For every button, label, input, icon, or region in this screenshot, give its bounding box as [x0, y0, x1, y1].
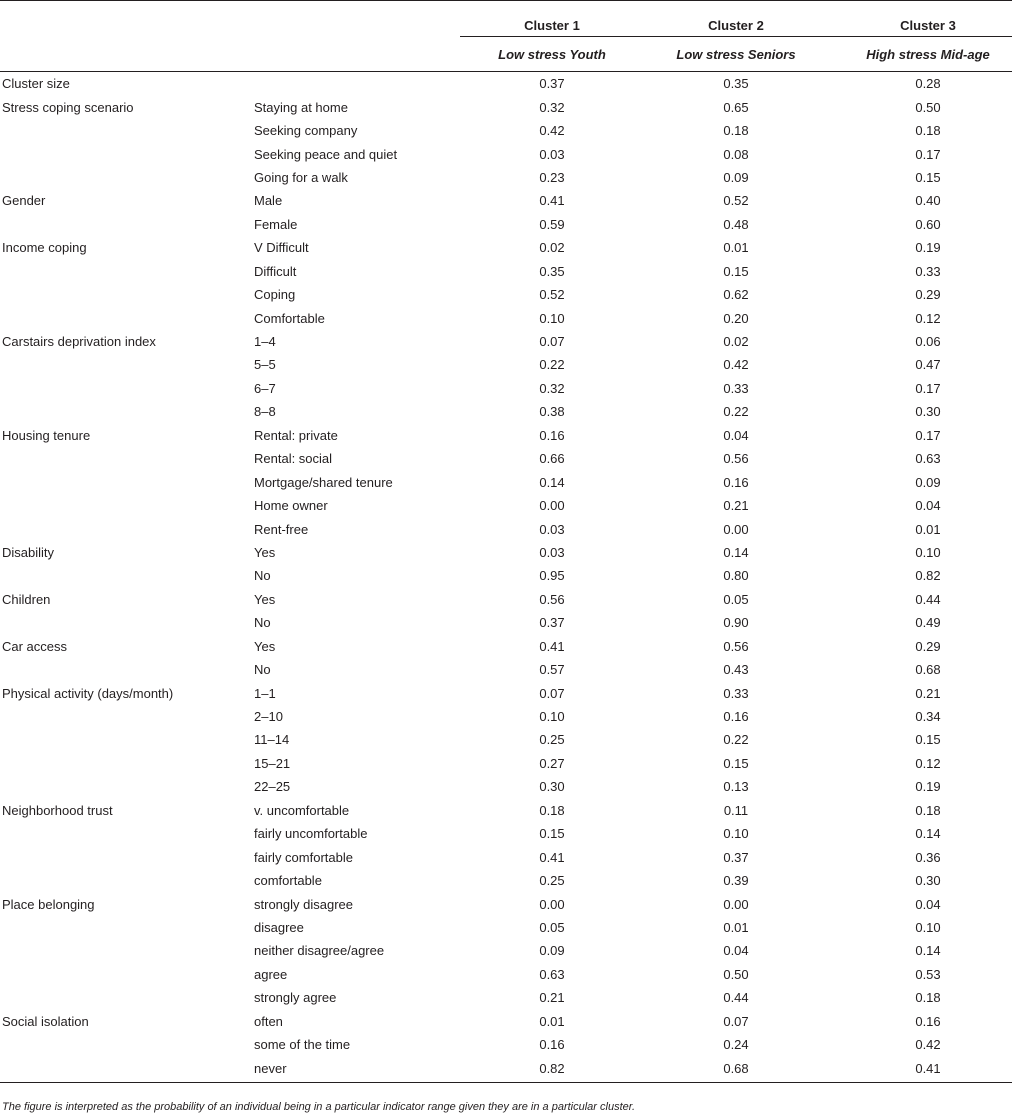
table-row [0, 353, 1012, 376]
cluster-3-value: 0.18 [915, 990, 941, 1006]
cluster-1-value: 0.82 [539, 1060, 565, 1076]
cluster-2-value: 0.09 [723, 169, 749, 185]
indicator-cell [0, 377, 250, 400]
indicator-cell: Disability [2, 544, 55, 560]
category-cell [250, 72, 460, 96]
table-row [0, 142, 1012, 165]
indicator-cell [0, 869, 250, 892]
cluster-1-value: 0.63 [539, 966, 565, 982]
cluster-1-label: Cluster 1 [460, 1, 644, 37]
cluster-3-value: 0.04 [915, 498, 941, 514]
cluster-1-value: 0.15 [539, 826, 565, 842]
cluster-2-value: 0.01 [723, 919, 749, 935]
cluster-3-value: 0.30 [915, 404, 941, 420]
category-cell: Difficult [254, 263, 297, 279]
cluster-3-value: 0.68 [915, 662, 941, 678]
cluster-3-value: 0.21 [915, 685, 941, 701]
table-row [0, 213, 1012, 236]
category-cell: Yes [254, 591, 276, 607]
cluster-1-value: 0.22 [539, 357, 565, 373]
cluster-2-value: 0.13 [723, 779, 749, 795]
cluster-2-value: 0.08 [723, 146, 749, 162]
cluster-3-value: 0.34 [915, 709, 941, 725]
table-row [0, 166, 1012, 189]
cluster-3-value: 0.19 [915, 240, 941, 256]
header-blank [250, 1, 460, 37]
cluster-3-value: 0.17 [915, 380, 941, 396]
cluster-3-value: 0.01 [915, 521, 941, 537]
table-row [0, 260, 1012, 283]
indicator-cell [0, 447, 250, 470]
table-row [0, 588, 1012, 611]
cluster-3-value: 0.10 [915, 919, 941, 935]
category-cell: strongly agree [254, 990, 337, 1006]
category-cell: Rent-free [254, 521, 309, 537]
cluster-1-value: 0.66 [539, 451, 565, 467]
cluster-2-value: 0.04 [723, 427, 749, 443]
category-cell: 1–4 [254, 334, 276, 350]
table-row [0, 189, 1012, 212]
indicator-cell [0, 213, 250, 236]
table-row [0, 775, 1012, 798]
table-row [0, 611, 1012, 634]
table-row [0, 892, 1012, 915]
category-cell: 11–14 [254, 732, 290, 748]
cluster-1-value: 0.27 [539, 755, 565, 771]
cluster-3-value: 0.29 [915, 638, 941, 654]
cluster-2-value: 0.15 [723, 263, 749, 279]
indicator-cell [0, 119, 250, 142]
indicator-cell [0, 166, 250, 189]
category-cell: 15–21 [254, 755, 291, 771]
cluster-2-value: 0.35 [723, 76, 749, 92]
category-cell: neither disagree/agree [254, 943, 385, 959]
cluster-2-value: 0.04 [723, 943, 749, 959]
category-cell: Going for a walk [254, 169, 348, 185]
cluster-1-value: 0.02 [539, 240, 565, 256]
indicator-cell [0, 916, 250, 939]
cluster-3-value: 0.60 [915, 216, 941, 232]
indicator-cell: Social isolation [2, 1013, 89, 1029]
cluster-3-value: 0.18 [915, 802, 941, 818]
cluster-3-value: 0.42 [915, 1037, 941, 1053]
table-row [0, 330, 1012, 353]
cluster-1-value: 0.35 [539, 263, 565, 279]
indicator-cell [0, 494, 250, 517]
cluster-2-name: Low stress Seniors [644, 37, 828, 72]
cluster-1-value: 0.37 [539, 615, 565, 631]
table-body [0, 72, 1012, 1080]
indicator-cell [0, 705, 250, 728]
category-cell: 22–25 [254, 779, 291, 795]
category-cell: 1–1 [254, 685, 276, 701]
category-cell: Coping [254, 287, 296, 303]
cluster-1-value: 0.56 [539, 591, 565, 607]
cluster-3-value: 0.14 [915, 943, 941, 959]
cluster-1-value: 0.07 [539, 334, 565, 350]
cluster-3-value: 0.47 [915, 357, 941, 373]
cluster-2-value: 0.52 [723, 193, 749, 209]
table-row [0, 1033, 1012, 1056]
cluster-1-value: 0.32 [539, 99, 565, 115]
indicator-cell [0, 986, 250, 1009]
cluster-1-value: 0.32 [539, 380, 565, 396]
cluster-3-value: 0.14 [915, 826, 941, 842]
cluster-3-value: 0.63 [915, 451, 941, 467]
cluster-3-value: 0.53 [915, 966, 941, 982]
indicator-cell [0, 142, 250, 165]
cluster-2-value: 0.48 [723, 216, 749, 232]
indicator-cell: Cluster size [2, 76, 70, 92]
indicator-cell [0, 400, 250, 423]
cluster-1-value: 0.14 [539, 474, 565, 490]
cluster-3-value: 0.29 [915, 287, 941, 303]
category-cell: Yes [254, 544, 276, 560]
cluster-2-value: 0.02 [723, 334, 749, 350]
cluster-2-value: 0.42 [723, 357, 749, 373]
table-row [0, 72, 1012, 96]
header-blank [250, 37, 460, 72]
cluster-2-value: 0.90 [723, 615, 749, 631]
category-cell: V Difficult [254, 240, 309, 256]
cluster-2-value: 0.68 [723, 1060, 749, 1076]
cluster-1-value: 0.59 [539, 216, 565, 232]
table-row [0, 635, 1012, 658]
table-row [0, 1056, 1012, 1079]
indicator-cell: Children [2, 591, 51, 607]
cluster-3-value: 0.36 [915, 849, 941, 865]
cluster-2-value: 0.01 [723, 240, 749, 256]
table-row [0, 447, 1012, 470]
table-row [0, 963, 1012, 986]
cluster-3-value: 0.15 [915, 169, 941, 185]
table-row [0, 939, 1012, 962]
header-blank [0, 1, 250, 37]
cluster-3-value: 0.30 [915, 873, 941, 889]
indicator-cell [0, 260, 250, 283]
cluster-1-value: 0.57 [539, 662, 565, 678]
cluster-1-value: 0.03 [539, 544, 565, 560]
category-cell: No [254, 615, 271, 631]
category-cell: No [254, 662, 271, 678]
cluster-2-value: 0.43 [723, 662, 749, 678]
cluster-1-value: 0.25 [539, 873, 565, 889]
cluster-1-value: 0.18 [539, 802, 565, 818]
cluster-1-value: 0.42 [539, 123, 565, 139]
cluster-1-value: 0.03 [539, 146, 565, 162]
cluster-3-value: 0.28 [915, 76, 941, 92]
indicator-cell [0, 658, 250, 681]
cluster-3-value: 0.19 [915, 779, 941, 795]
category-cell: Seeking company [254, 123, 358, 139]
cluster-3-value: 0.82 [915, 568, 941, 584]
category-cell: 2–10 [254, 709, 283, 725]
category-cell: Home owner [254, 498, 328, 514]
table-row [0, 916, 1012, 939]
cluster-1-value: 0.95 [539, 568, 565, 584]
cluster-3-value: 0.10 [915, 544, 941, 560]
cluster-3-value: 0.40 [915, 193, 941, 209]
cluster-3-value: 0.49 [915, 615, 941, 631]
cluster-3-value: 0.16 [915, 1013, 941, 1029]
cluster-2-value: 0.14 [723, 544, 749, 560]
bottom-rule [0, 1082, 1012, 1083]
table-row [0, 541, 1012, 564]
cluster-1-value: 0.41 [539, 193, 565, 209]
cluster-3-label: Cluster 3 [828, 1, 1012, 37]
table-row [0, 564, 1012, 587]
indicator-cell [0, 564, 250, 587]
table-row [0, 95, 1012, 118]
category-cell: 5–5 [254, 357, 276, 373]
cluster-3-value: 0.09 [915, 474, 941, 490]
indicator-cell: Carstairs deprivation index [2, 334, 156, 350]
indicator-cell: Gender [2, 193, 46, 209]
category-cell: disagree [254, 919, 304, 935]
cluster-1-value: 0.37 [539, 76, 565, 92]
category-cell: fairly uncomfortable [254, 826, 368, 842]
table-row [0, 424, 1012, 447]
category-cell: 8–8 [254, 404, 276, 420]
cluster-2-value: 0.05 [723, 591, 749, 607]
table-row [0, 845, 1012, 868]
cluster-2-value: 0.24 [723, 1037, 749, 1053]
indicator-cell: Physical activity (days/month) [2, 685, 174, 701]
table-row [0, 799, 1012, 822]
cluster-3-value: 0.12 [915, 755, 941, 771]
cluster-2-value: 0.00 [723, 521, 749, 537]
category-cell: strongly disagree [254, 896, 353, 912]
category-cell: comfortable [254, 873, 322, 889]
cluster-2-label: Cluster 2 [644, 1, 828, 37]
cluster-3-value: 0.18 [915, 123, 941, 139]
cluster-3-value: 0.44 [915, 591, 941, 607]
indicator-cell [0, 306, 250, 329]
category-cell: often [254, 1013, 283, 1029]
cluster-2-value: 0.15 [723, 755, 749, 771]
cluster-1-value: 0.16 [539, 1037, 565, 1053]
category-cell: Rental: private [254, 427, 338, 443]
table-row [0, 517, 1012, 540]
indicator-cell [0, 752, 250, 775]
category-cell: Yes [254, 638, 276, 654]
indicator-cell: Income coping [2, 240, 87, 256]
table-row [0, 470, 1012, 493]
indicator-cell [0, 611, 250, 634]
indicator-cell [0, 1033, 250, 1056]
indicator-cell [0, 517, 250, 540]
category-cell: Mortgage/shared tenure [254, 474, 393, 490]
indicator-cell: Housing tenure [2, 427, 91, 443]
category-cell: never [254, 1060, 287, 1076]
cluster-1-value: 0.05 [539, 919, 565, 935]
table-row [0, 377, 1012, 400]
indicator-cell: Car access [2, 638, 68, 654]
cluster-1-value: 0.07 [539, 685, 565, 701]
cluster-2-value: 0.37 [723, 849, 749, 865]
cluster-1-value: 0.41 [539, 638, 565, 654]
cluster-1-value: 0.52 [539, 287, 565, 303]
cluster-2-value: 0.65 [723, 99, 749, 115]
cluster-3-value: 0.17 [915, 427, 941, 443]
cluster-2-value: 0.11 [723, 802, 749, 818]
cluster-2-value: 0.00 [723, 896, 749, 912]
cluster-1-value: 0.00 [539, 896, 565, 912]
category-cell: some of the time [254, 1037, 351, 1053]
header-blank [0, 37, 250, 72]
table-row [0, 705, 1012, 728]
cluster-2-value: 0.16 [723, 709, 749, 725]
table-row [0, 869, 1012, 892]
cluster-2-value: 0.18 [723, 123, 749, 139]
cluster-2-value: 0.33 [723, 685, 749, 701]
table-row [0, 119, 1012, 142]
indicator-cell: Stress coping scenario [2, 99, 134, 115]
cluster-1-value: 0.03 [539, 521, 565, 537]
category-cell: Staying at home [254, 99, 348, 115]
cluster-2-value: 0.80 [723, 568, 749, 584]
table-row [0, 822, 1012, 845]
category-cell: agree [254, 966, 288, 982]
cluster-2-value: 0.16 [723, 474, 749, 490]
cluster-2-value: 0.21 [723, 498, 749, 514]
table-footnote: The figure is interpreted as the probability of an individual being in a particular indicator range given they are in a particular cluster. [2, 1101, 636, 1113]
cluster-2-value: 0.44 [723, 990, 749, 1006]
cluster-1-name: Low stress Youth [460, 37, 644, 72]
indicator-cell [0, 775, 250, 798]
table-row [0, 658, 1012, 681]
indicator-cell [0, 283, 250, 306]
indicator-cell: Place belonging [2, 896, 95, 912]
category-cell: No [254, 568, 271, 584]
cluster-1-value: 0.09 [539, 943, 565, 959]
cluster-2-value: 0.33 [723, 380, 749, 396]
cluster-3-value: 0.41 [915, 1060, 941, 1076]
category-cell: 6–7 [254, 380, 276, 396]
table-row [0, 986, 1012, 1009]
cluster-1-value: 0.10 [539, 709, 565, 725]
indicator-cell [0, 845, 250, 868]
cluster-1-value: 0.30 [539, 779, 565, 795]
cluster-1-value: 0.25 [539, 732, 565, 748]
cluster-1-value: 0.01 [539, 1013, 565, 1029]
indicator-cell [0, 939, 250, 962]
cluster-1-value: 0.23 [539, 169, 565, 185]
cluster-3-value: 0.33 [915, 263, 941, 279]
indicator-cell: Neighborhood trust [2, 802, 113, 818]
table-row [0, 236, 1012, 259]
table-row [0, 728, 1012, 751]
table-row [0, 494, 1012, 517]
cluster-2-value: 0.39 [723, 873, 749, 889]
table-row [0, 752, 1012, 775]
category-cell: Female [254, 216, 298, 232]
category-cell: fairly comfortable [254, 849, 353, 865]
cluster-2-value: 0.20 [723, 310, 749, 326]
cluster-2-value: 0.10 [723, 826, 749, 842]
cluster-2-value: 0.22 [723, 732, 749, 748]
cluster-2-value: 0.22 [723, 404, 749, 420]
cluster-1-value: 0.21 [539, 990, 565, 1006]
cluster-3-value: 0.12 [915, 310, 941, 326]
table-row [0, 283, 1012, 306]
cluster-2-value: 0.56 [723, 638, 749, 654]
cluster-1-value: 0.41 [539, 849, 565, 865]
cluster-1-value: 0.00 [539, 498, 565, 514]
cluster-3-name: High stress Mid-age [828, 37, 1012, 72]
cluster-3-value: 0.17 [915, 146, 941, 162]
cluster-1-value: 0.16 [539, 427, 565, 443]
category-cell: Seeking peace and quiet [254, 146, 398, 162]
cluster-3-value: 0.04 [915, 896, 941, 912]
indicator-cell [0, 963, 250, 986]
table-row [0, 681, 1012, 704]
indicator-cell [0, 822, 250, 845]
indicator-cell [0, 1056, 250, 1079]
indicator-cell [0, 470, 250, 493]
table-row [0, 306, 1012, 329]
indicator-cell [0, 728, 250, 751]
cluster-1-value: 0.38 [539, 404, 565, 420]
cluster-3-value: 0.50 [915, 99, 941, 115]
category-cell: v. uncomfortable [254, 802, 350, 818]
table-row [0, 400, 1012, 423]
cluster-3-value: 0.15 [915, 732, 941, 748]
cluster-2-value: 0.07 [723, 1013, 749, 1029]
cluster-2-value: 0.62 [723, 287, 749, 303]
category-cell: Comfortable [254, 310, 325, 326]
category-cell: Male [254, 193, 283, 209]
cluster-2-value: 0.50 [723, 966, 749, 982]
category-cell: Rental: social [254, 451, 333, 467]
cluster-2-value: 0.56 [723, 451, 749, 467]
table-row [0, 1010, 1012, 1033]
cluster-3-value: 0.06 [915, 334, 941, 350]
indicator-cell [0, 353, 250, 376]
cluster-1-value: 0.10 [539, 310, 565, 326]
